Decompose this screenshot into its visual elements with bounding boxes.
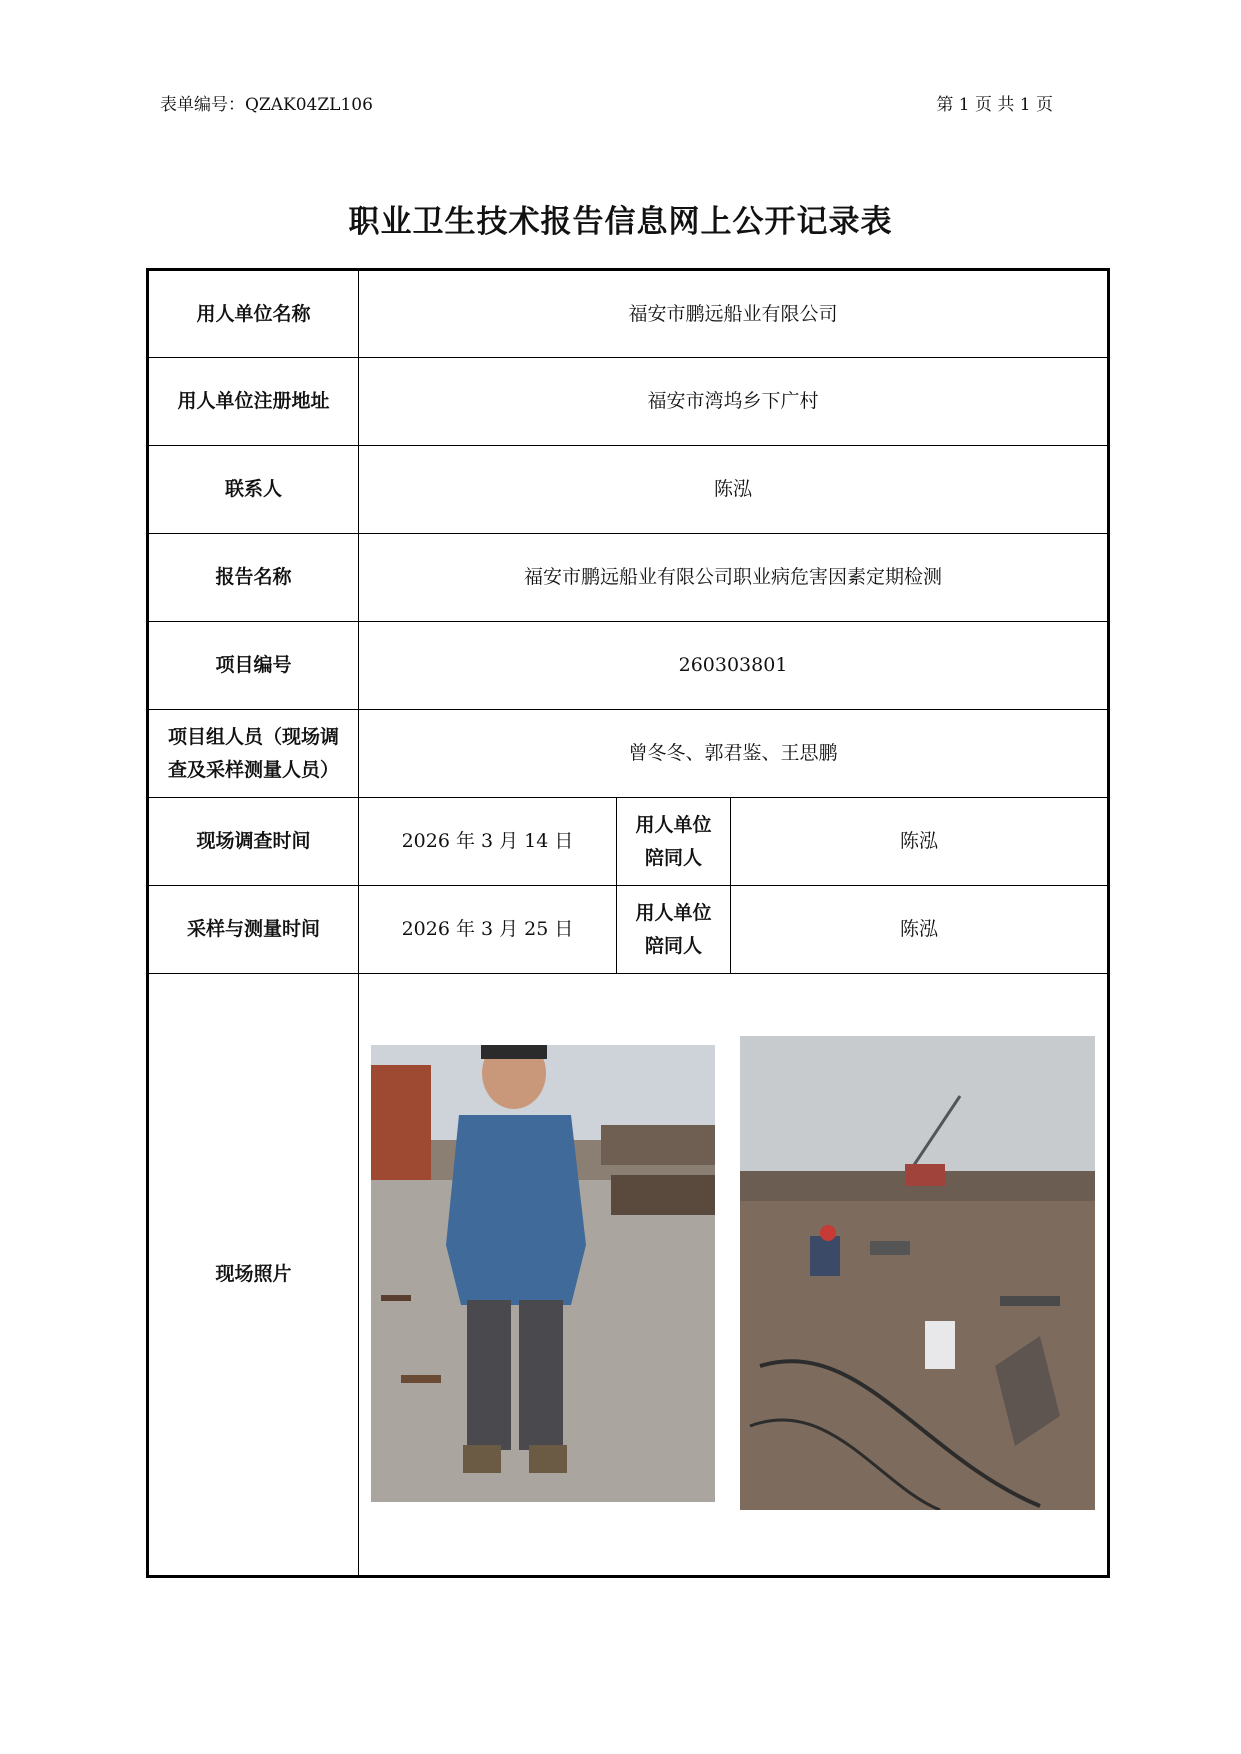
- team-label: [148, 710, 359, 798]
- sampling-escort-label-line2: 陪同人: [644, 934, 702, 957]
- page-indicator: 第 1 页 共 1 页: [936, 95, 1053, 115]
- row-team: [148, 710, 1109, 798]
- record-table: [146, 268, 1110, 1578]
- sampling-time-label: 采样与测量时间: [148, 886, 359, 974]
- employer-name-label: 用人单位名称: [148, 270, 359, 358]
- project-no-label: 项目编号: [148, 622, 359, 710]
- team-label-line2: 查及采样测量人员）: [167, 758, 339, 781]
- employer-address-label: 用人单位注册地址: [148, 358, 359, 446]
- row-employer-address: [148, 358, 1109, 446]
- contact-label: 联系人: [148, 446, 359, 534]
- survey-escort-label-line1: 用人单位: [635, 813, 712, 836]
- project-no-value: 260303801: [359, 622, 1109, 710]
- contact-value: 陈泓: [359, 446, 1109, 534]
- team-label-line1: 项目组人员（现场调: [167, 725, 339, 748]
- sampling-escort-value: 陈泓: [731, 886, 1109, 974]
- photos-label: 现场照片: [148, 974, 359, 1577]
- form-number: 表单编号：QZAK04ZL106: [160, 95, 373, 115]
- sampling-time-value: 2026 年 3 月 25 日: [359, 886, 617, 974]
- survey-escort-label: [617, 798, 731, 886]
- document-title: 职业卫生技术报告信息网上公开记录表: [348, 204, 893, 240]
- photos-cell: [359, 974, 1109, 1577]
- employer-name-value: 福安市鹏远船业有限公司: [359, 270, 1109, 358]
- sampling-escort-label-line1: 用人单位: [635, 901, 712, 924]
- row-survey: [148, 798, 1109, 886]
- site-photo-worker: [371, 1045, 715, 1502]
- site-photo-worksite: [740, 1036, 1095, 1510]
- sampling-escort-label: [617, 886, 731, 974]
- survey-time-label: 现场调查时间: [148, 798, 359, 886]
- row-report-name: [148, 534, 1109, 622]
- employer-address-value: 福安市湾坞乡下广村: [359, 358, 1109, 446]
- report-name-value: 福安市鹏远船业有限公司职业病危害因素定期检测: [359, 534, 1109, 622]
- row-contact: [148, 446, 1109, 534]
- row-photos: [148, 974, 1109, 1577]
- survey-escort-label-line2: 陪同人: [644, 846, 702, 869]
- report-name-label: 报告名称: [148, 534, 359, 622]
- team-value: 曾冬冬、郭君鉴、王思鹏: [359, 710, 1109, 798]
- row-employer-name: [148, 270, 1109, 358]
- row-project-no: [148, 622, 1109, 710]
- survey-time-value: 2026 年 3 月 14 日: [359, 798, 617, 886]
- row-sampling: [148, 886, 1109, 974]
- survey-escort-value: 陈泓: [731, 798, 1109, 886]
